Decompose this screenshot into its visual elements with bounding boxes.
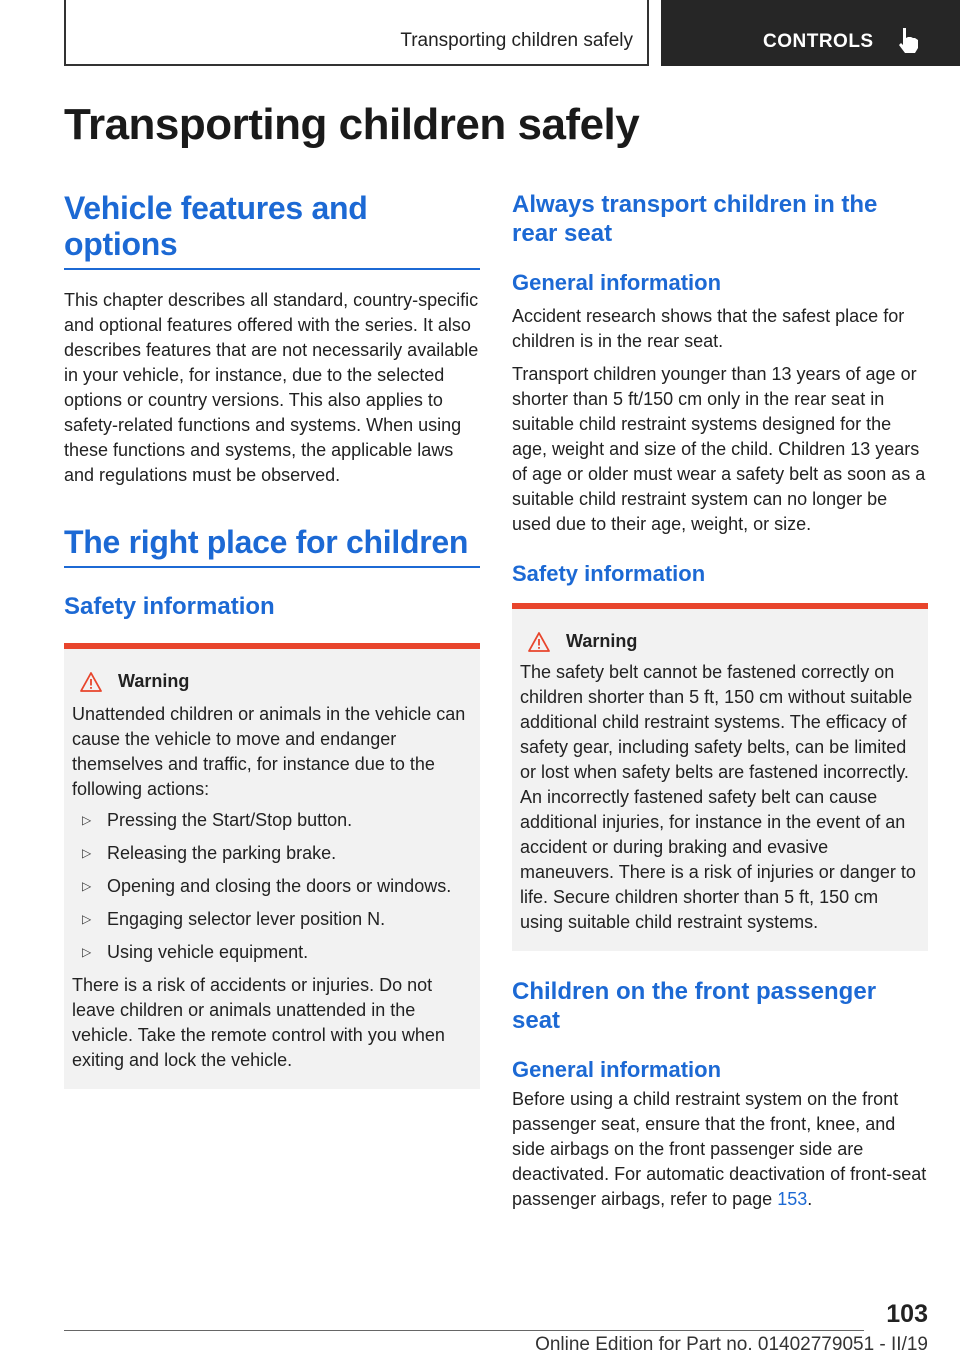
general-info-heading: General information xyxy=(512,270,722,295)
triangle-bullet-icon: ▷ xyxy=(82,813,92,827)
list-item: ▷ Pressing the Start/Stop button. xyxy=(72,808,472,833)
warning-title-right xyxy=(520,629,920,654)
warning-intro: Unattended children or animals in the vehicle can cause the vehicle to move and endanger themselves and traffic, for instance due to the following actions: xyxy=(72,704,466,799)
safety-info-heading-right: Safety information xyxy=(512,561,706,586)
general-info-p1: Accident research shows that the safest place for children is in the rear seat. xyxy=(512,306,905,351)
controls-label: CONTROLS xyxy=(763,31,874,52)
footer-edition: Online Edition for Part no. 01402779051 - II/19 xyxy=(535,1334,928,1355)
right-column xyxy=(512,190,928,1212)
warning-box-right xyxy=(512,603,928,951)
triangle-bullet-icon: ▷ xyxy=(82,846,92,860)
front-passenger-heading: Children on the front passenger seat xyxy=(512,978,877,1034)
warning-box xyxy=(64,643,480,1089)
warning-outro: There is a risk of accidents or injuries. Do not leave children or animals unattended in the vehicle. Take the remote control with you when exiting and lock the vehicle. xyxy=(72,975,445,1070)
page-header xyxy=(0,0,960,66)
list-item: ▷ Engaging selector lever position N. xyxy=(72,907,472,932)
warning-text-right: The safety belt cannot be fastened correctly on children shorter than 5 ft, 150 cm without suitable additional child restraint systems. The efficacy of safety gear, including safety belts, can be limited or lost when safety belts are fastened incorrectly. An incorrectly fastened safety belt can cause additional injuries, for instance in the event of an accident or during braking and evasive maneuvers. There is a risk of injuries or danger to life. Secure children shorter than 5 ft, 150 cm using suitable child restraint systems. xyxy=(520,662,916,932)
list-item: ▷ Opening and closing the doors or windows. xyxy=(72,874,472,899)
page-number: 103 xyxy=(886,1300,928,1328)
left-column xyxy=(64,190,480,1089)
list-item: ▷ Releasing the parking brake. xyxy=(72,841,472,866)
page-link[interactable]: 153 xyxy=(777,1189,808,1209)
controls-tab[interactable] xyxy=(661,0,960,66)
rear-seat-heading: Always transport children in the rear seat xyxy=(512,191,878,247)
section-tab xyxy=(64,0,649,66)
hand-pointer-icon xyxy=(897,26,921,54)
front-passenger-text: Before using a child restraint system on the front passenger seat, ensure that the front, knee, and side airbags on the front passenger side are deactivated. For automatic deactivation of front-seat passenger airbags, refer to page 153. xyxy=(512,1089,927,1209)
warning-title-text: Warning xyxy=(118,671,190,691)
triangle-bullet-icon: ▷ xyxy=(82,912,92,926)
list-item: ▷ Using vehicle equipment. xyxy=(72,940,472,965)
warning-title xyxy=(72,669,472,694)
safety-info-heading: Safety information xyxy=(64,593,275,620)
warning-title-text: Warning xyxy=(566,631,638,651)
triangle-bullet-icon: ▷ xyxy=(82,945,92,959)
footer-divider xyxy=(64,1330,864,1331)
section-title: Transporting children safely xyxy=(400,30,633,51)
warning-action-list xyxy=(72,808,472,965)
front-general-info-heading: General information xyxy=(512,1057,722,1082)
general-info-p2: Transport children younger than 13 years of age or shorter than 5 ft/150 cm only in the rear seat in suitable child restraint systems designed for the age, weight and size of the child. Children 13 years of age or older must wear a safety belt as soon as a suitable child restraint system can no longer be used due to their age, weight, or size. xyxy=(512,364,926,534)
vehicle-features-heading: Vehicle features and options xyxy=(64,190,480,270)
triangle-bullet-icon: ▷ xyxy=(82,879,92,893)
vehicle-features-text: This chapter describes all standard, country-specific and optional features offered with the series. It also describes features that are not necessarily available in your vehicle, for instance, due to the selected options or country versions. This also applies to safety-related functions and systems. When using these functions and systems, the applicable laws and regulations must be observed. xyxy=(64,290,479,485)
right-place-heading: The right place for children xyxy=(64,524,480,568)
warning-triangle-icon xyxy=(80,672,102,692)
warning-triangle-icon xyxy=(528,632,550,652)
page-title: Transporting children safely xyxy=(64,100,640,149)
